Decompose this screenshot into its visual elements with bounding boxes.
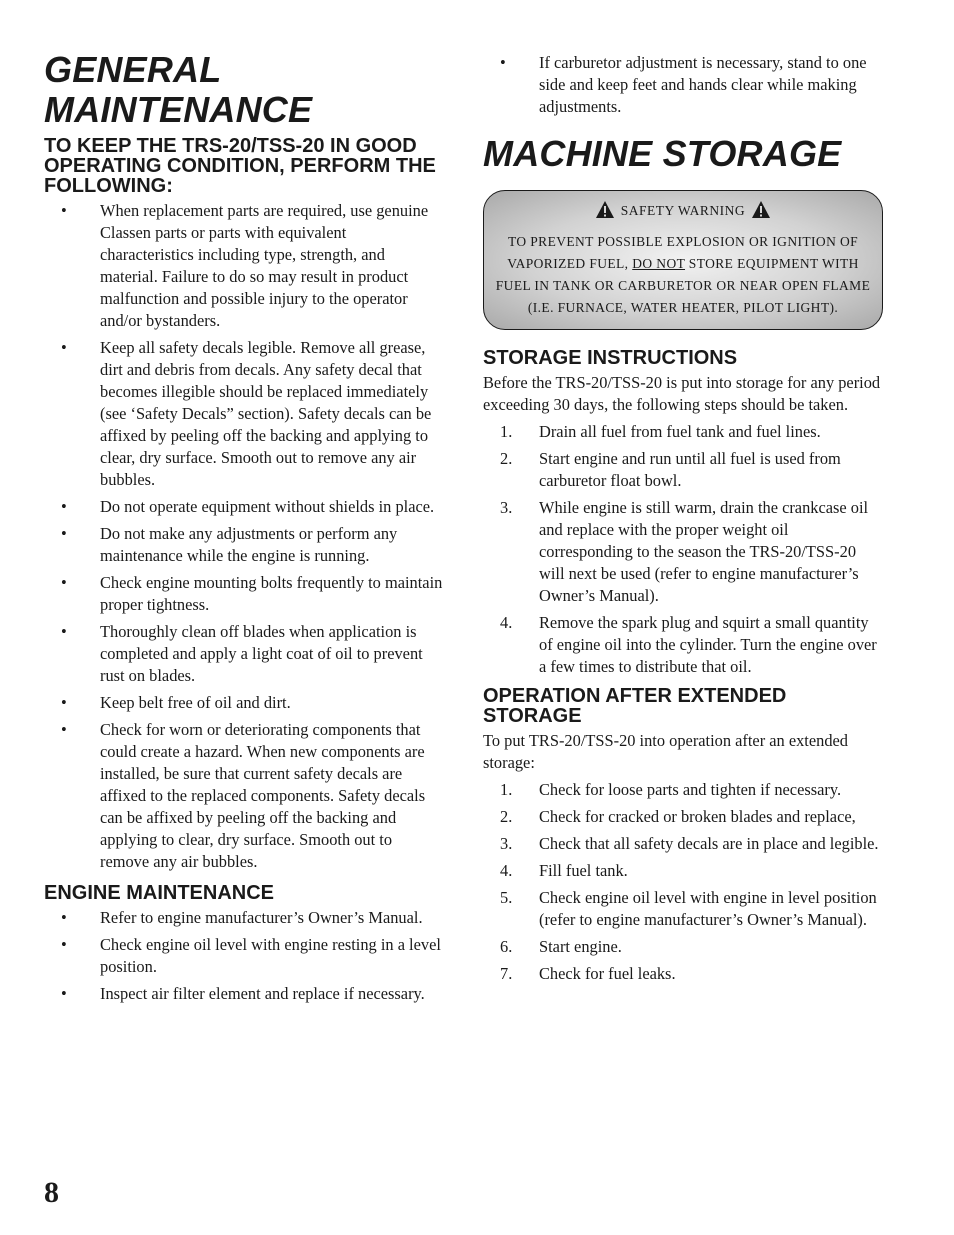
list-item	[44, 621, 444, 687]
warning-triangle-icon	[589, 203, 621, 218]
warning-text-part: TO PREVENT POSSIBLE EXPLOSION OR IGNITION OF VAPORIZED FUEL,	[507, 234, 859, 271]
storage-steps-list	[483, 421, 883, 678]
bullet-marker: •	[61, 201, 67, 220]
step-text: While engine is still warm, drain the crankcase oil and replace with the proper weight oil corresponding to the season the TRS-20/TSS-20 will next be used (refer to engine manufacturer’s Owner’s Manual).	[539, 498, 869, 605]
warning-heading-row	[494, 199, 872, 223]
engine-maintenance-list	[44, 907, 444, 1005]
storage-instructions-heading: STORAGE INSTRUCTIONS	[483, 347, 738, 369]
warning-heading: SAFETY WARNING	[620, 203, 746, 218]
step-number: 1.	[500, 422, 513, 441]
list-item	[44, 692, 444, 714]
bullet-marker: •	[61, 935, 67, 954]
title-line-2: MAINTENANCE	[44, 89, 313, 130]
step-number: 3.	[500, 834, 513, 853]
step-text: Check that all safety decals are in place and legible.	[539, 834, 879, 853]
step-item	[483, 963, 883, 985]
step-number: 2.	[500, 807, 513, 826]
step-item	[483, 448, 883, 492]
step-item	[483, 887, 883, 931]
bullet-marker: •	[61, 524, 67, 543]
step-number: 1.	[500, 780, 513, 799]
step-item	[483, 860, 883, 882]
list-item	[44, 719, 444, 873]
step-number: 6.	[500, 937, 513, 956]
list-item	[483, 52, 883, 118]
page-number: 8	[44, 1176, 59, 1209]
bullet-marker: •	[61, 338, 67, 357]
list-item-text: Check engine mounting bolts frequently to maintain proper tightness.	[100, 573, 443, 614]
bullet-marker: •	[61, 693, 67, 712]
bullet-marker: •	[61, 984, 67, 1003]
safety-warning-box	[483, 190, 883, 330]
list-item-text: Keep all safety decals legible. Remove all grease, dirt and debris from decals. Any safety decal that becomes illegible should be replaced immediately (see ‘Safety Decals” section). Safety decals can be affixed by peeling off the backing and applying to clear, dry surface. Smooth out to remove any air bubbles.	[100, 338, 432, 489]
step-text: Check for cracked or broken blades and replace,	[539, 807, 856, 826]
bullet-marker: •	[500, 53, 506, 72]
step-text: Drain all fuel from fuel tank and fuel lines.	[539, 422, 821, 441]
list-item	[44, 572, 444, 616]
bullet-marker: •	[61, 497, 67, 516]
list-item-text: Refer to engine manufacturer’s Owner’s Manual.	[100, 908, 423, 927]
list-item	[44, 907, 444, 929]
list-item-text: When replacement parts are required, use genuine Classen parts or parts with equivalent characteristics including type, strength, and material. Failure to do so may result in product malfunction and possible injury to the operator and/or bystanders.	[100, 201, 429, 330]
bullet-marker: •	[61, 622, 67, 641]
warning-text-part: STORE EQUIPMENT WITH FUEL IN TANK OR CARBURETOR OR NEAR OPEN FLAME (I.E. FURNACE, WATER HEATER, PILOT LIGHT).	[495, 256, 871, 315]
list-item-text: Keep belt free of oil and dirt.	[100, 693, 291, 712]
step-item	[483, 421, 883, 443]
step-text: Start engine and run until all fuel is used from carburetor float bowl.	[539, 449, 841, 490]
list-item-text: Do not operate equipment without shields in place.	[100, 497, 435, 516]
step-item	[483, 806, 883, 828]
list-item	[44, 200, 444, 332]
step-item	[483, 936, 883, 958]
step-text: Remove the spark plug and squirt a small quantity of engine oil into the cylinder. Turn the engine over a few times to distribute that oil.	[539, 613, 877, 676]
engine-maintenance-heading: ENGINE MAINTENANCE	[44, 882, 275, 904]
intro-heading: TO KEEP THE TRS-20/TSS-20 IN GOOD OPERATING CONDITION, PERFORM THE FOLLOWING:	[44, 135, 436, 197]
title-line-1: GENERAL	[44, 49, 222, 90]
page-title	[44, 50, 444, 130]
step-item	[483, 612, 883, 678]
step-number: 4.	[500, 861, 513, 880]
bullet-marker: •	[61, 720, 67, 739]
step-text: Check for loose parts and tighten if necessary.	[539, 780, 842, 799]
operation-intro: To put TRS-20/TSS-20 into operation after an extended storage:	[483, 731, 848, 772]
bullet-marker: •	[61, 908, 67, 927]
step-number: 4.	[500, 613, 513, 632]
right-column	[483, 52, 883, 990]
step-item	[483, 497, 883, 607]
step-number: 5.	[500, 888, 513, 907]
list-item-text: Inspect air filter element and replace if necessary.	[100, 984, 425, 1003]
step-text: Start engine.	[539, 937, 622, 956]
step-number: 7.	[500, 964, 513, 983]
list-item-text: Do not make any adjustments or perform any maintenance while the engine is running.	[100, 524, 398, 565]
list-item-text: If carburetor adjustment is necessary, stand to one side and keep feet and hands clear while making adjustments.	[539, 53, 867, 116]
list-item	[44, 934, 444, 978]
step-number: 3.	[500, 498, 513, 517]
list-item-text: Check engine oil level with engine resting in a level position.	[100, 935, 441, 976]
list-item	[44, 523, 444, 567]
step-text: Check for fuel leaks.	[539, 964, 676, 983]
step-text: Fill fuel tank.	[539, 861, 628, 880]
storage-intro: Before the TRS-20/TSS-20 is put into storage for any period exceeding 30 days, the following steps should be taken.	[483, 373, 881, 414]
step-item	[483, 833, 883, 855]
maintenance-list	[44, 200, 444, 873]
operation-heading: OPERATION AFTER EXTENDED STORAGE	[483, 685, 787, 727]
machine-storage-title: MACHINE STORAGE	[483, 133, 842, 174]
carburetor-list	[483, 52, 883, 118]
list-item	[44, 337, 444, 491]
left-column	[44, 50, 444, 1010]
warning-triangle-icon	[745, 203, 777, 218]
operation-steps-list	[483, 779, 883, 985]
list-item	[44, 496, 444, 518]
step-number: 2.	[500, 449, 513, 468]
list-item	[44, 983, 444, 1005]
list-item-text: Check for worn or deteriorating components that could create a hazard. When new components are installed, be sure that current safety decals are affixed to the replaced components. Safety decals can be affixed by peeling off the backing and applying to clear, dry surface. Smooth out to remove any air bubbles.	[100, 720, 426, 871]
warning-text	[494, 231, 872, 319]
list-item-text: Thoroughly clean off blades when application is completed and apply a light coat of oil to prevent rust on blades.	[100, 622, 423, 685]
warning-emphasis: DO NOT	[632, 256, 686, 271]
step-item	[483, 779, 883, 801]
bullet-marker: •	[61, 573, 67, 592]
step-text: Check engine oil level with engine in level position (refer to engine manufacturer’s Owner’s Manual).	[539, 888, 877, 929]
